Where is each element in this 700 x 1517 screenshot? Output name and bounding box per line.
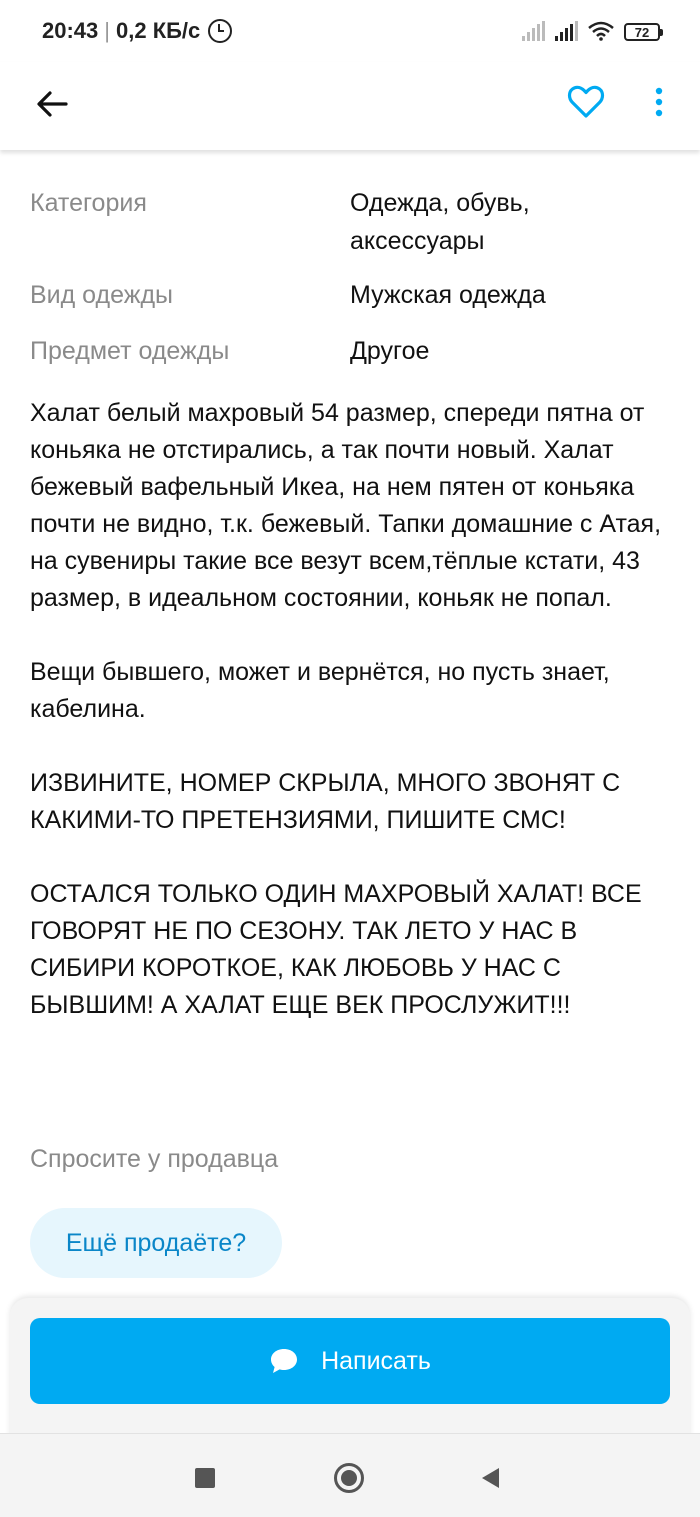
status-bar <box>0 0 700 62</box>
arrow-left-icon <box>36 90 68 118</box>
status-separator: | <box>104 18 110 43</box>
description-paragraph: Вещи бывшего, может и вернётся, но пусть знает, кабелина. <box>30 658 610 723</box>
alarm-icon <box>208 19 232 43</box>
top-app-bar <box>0 62 700 150</box>
param-row-category <box>30 184 670 264</box>
write-button-label: Написать <box>321 1346 431 1375</box>
status-left <box>42 18 232 44</box>
battery-level: 72 <box>634 24 650 40</box>
param-row-clothing-type <box>30 276 670 316</box>
param-row-clothing-item <box>30 332 670 372</box>
ask-seller-title: Спросите у продавца <box>30 1145 279 1173</box>
description <box>30 395 680 1061</box>
chat-bubble-icon <box>269 1347 299 1375</box>
param-key: Вид одежды <box>30 281 174 309</box>
back-button[interactable] <box>30 82 74 126</box>
home-icon[interactable] <box>334 1463 364 1493</box>
status-right <box>522 21 660 41</box>
system-nav-bar <box>0 1433 700 1517</box>
status-time: 20:43 <box>42 18 99 43</box>
favorite-button[interactable] <box>564 80 608 124</box>
param-value: Одежда, обувь, аксессуары <box>350 189 530 255</box>
system-back-icon[interactable] <box>482 1468 499 1488</box>
param-key: Предмет одежды <box>30 337 230 365</box>
network-speed: 0,2 КБ/с <box>116 18 201 43</box>
description-paragraph: ОСТАЛСЯ ТОЛЬКО ОДИН МАХРОВЫЙ ХАЛАТ! ВСЕ ГОВОРЯТ НЕ ПО СЕЗОНУ. ТАК ЛЕТО У НАС В СИБИРИ КОРОТКОЕ, КАК ЛЮБОВЬ У НАС С БЫВШИМ! А ХАЛАТ ЕЩЕ ВЕК ПРОСЛУЖИТ!!! <box>30 880 642 1019</box>
quick-question-still-selling[interactable]: Ещё продаёте? <box>30 1208 282 1278</box>
signal-sim1-icon <box>522 21 545 41</box>
signal-sim2-icon <box>555 21 578 41</box>
param-value: Мужская одежда <box>350 281 546 309</box>
wifi-icon <box>588 21 614 41</box>
description-paragraph: ИЗВИНИТЕ, НОМЕР СКРЫЛА, МНОГО ЗВОНЯТ С КАКИМИ-ТО ПРЕТЕНЗИЯМИ, ПИШИТЕ СМС! <box>30 769 621 834</box>
recent-apps-icon[interactable] <box>195 1468 215 1488</box>
param-value: Другое <box>350 337 430 365</box>
description-paragraph: Халат белый махровый 54 размер, спереди пятна от коньяка не отстирались, а так почти новый. Халат бежевый вафельный Икеа, на нем пятен от коньяка почти не видно, т.к. бежевый. Тапки домашние с Атая, на сувениры такие все везут всем,тёплые кстати, 43 размер, в идеальном состоянии, коньяк не попал. <box>30 399 662 612</box>
more-options-button[interactable] <box>644 80 674 124</box>
battery-icon <box>624 23 660 41</box>
param-key: Категория <box>30 189 147 217</box>
write-message-button[interactable] <box>30 1318 670 1404</box>
more-vertical-icon <box>655 87 663 117</box>
heart-outline-icon <box>567 85 605 119</box>
